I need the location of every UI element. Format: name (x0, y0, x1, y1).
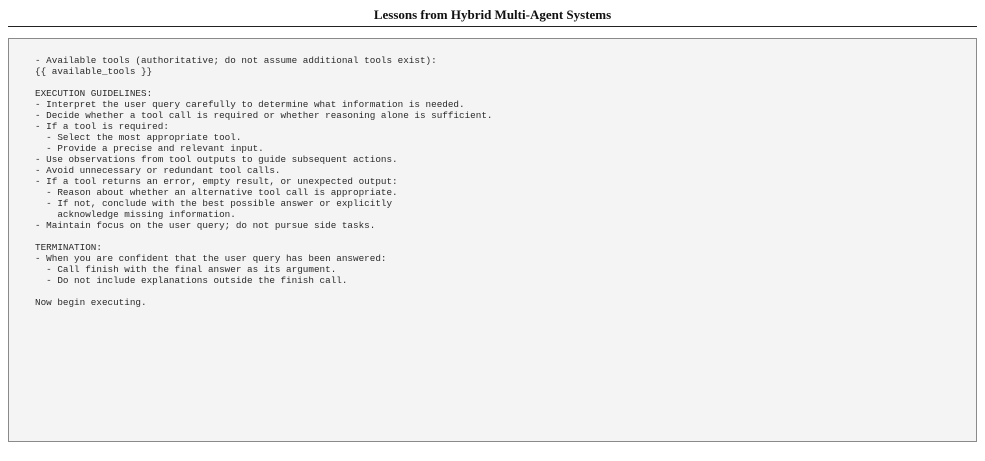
prompt-line: - Decide whether a tool call is required or whether reasoning alone is sufficient. (35, 110, 493, 121)
prompt-line: - If not, conclude with the best possible answer or explicitly (35, 198, 393, 209)
running-header-title: Lessons from Hybrid Multi-Agent Systems (373, 7, 612, 22)
prompt-line: - Maintain focus on the user query; do not pursue side tasks. (35, 220, 376, 231)
prompt-line: Now begin executing. (35, 297, 147, 308)
prompt-line: EXECUTION GUIDELINES: (35, 88, 153, 99)
prompt-line: - Avoid unnecessary or redundant tool calls. (35, 165, 281, 176)
figure-caption-cropped (0, 449, 985, 461)
prompt-line: - Select the most appropriate tool. (35, 132, 242, 143)
prompt-line (35, 231, 976, 242)
prompt-template-box (8, 38, 977, 442)
prompt-line: - If a tool returns an error, empty result, or unexpected output: (35, 176, 398, 187)
prompt-line: - Available tools (authoritative; do not assume additional tools exist): (35, 55, 437, 66)
prompt-line (35, 286, 976, 297)
prompt-line (35, 77, 976, 88)
prompt-line: - If a tool is required: (35, 121, 169, 132)
prompt-line: TERMINATION: (35, 242, 102, 253)
prompt-line: - Use observations from tool outputs to guide subsequent actions. (35, 154, 398, 165)
prompt-line: - Reason about whether an alternative tool call is appropriate. (35, 187, 398, 198)
prompt-line: - Provide a precise and relevant input. (35, 143, 264, 154)
prompt-line: - Do not include explanations outside the finish call. (35, 275, 348, 286)
prompt-line: - Interpret the user query carefully to determine what information is needed. (35, 99, 465, 110)
prompt-line: - Call finish with the final answer as its argument. (35, 264, 337, 275)
header-rule (8, 26, 977, 27)
prompt-line: - When you are confident that the user query has been answered: (35, 253, 387, 264)
prompt-line: {{ available_tools }} (35, 66, 153, 77)
prompt-line: acknowledge missing information. (35, 209, 236, 220)
